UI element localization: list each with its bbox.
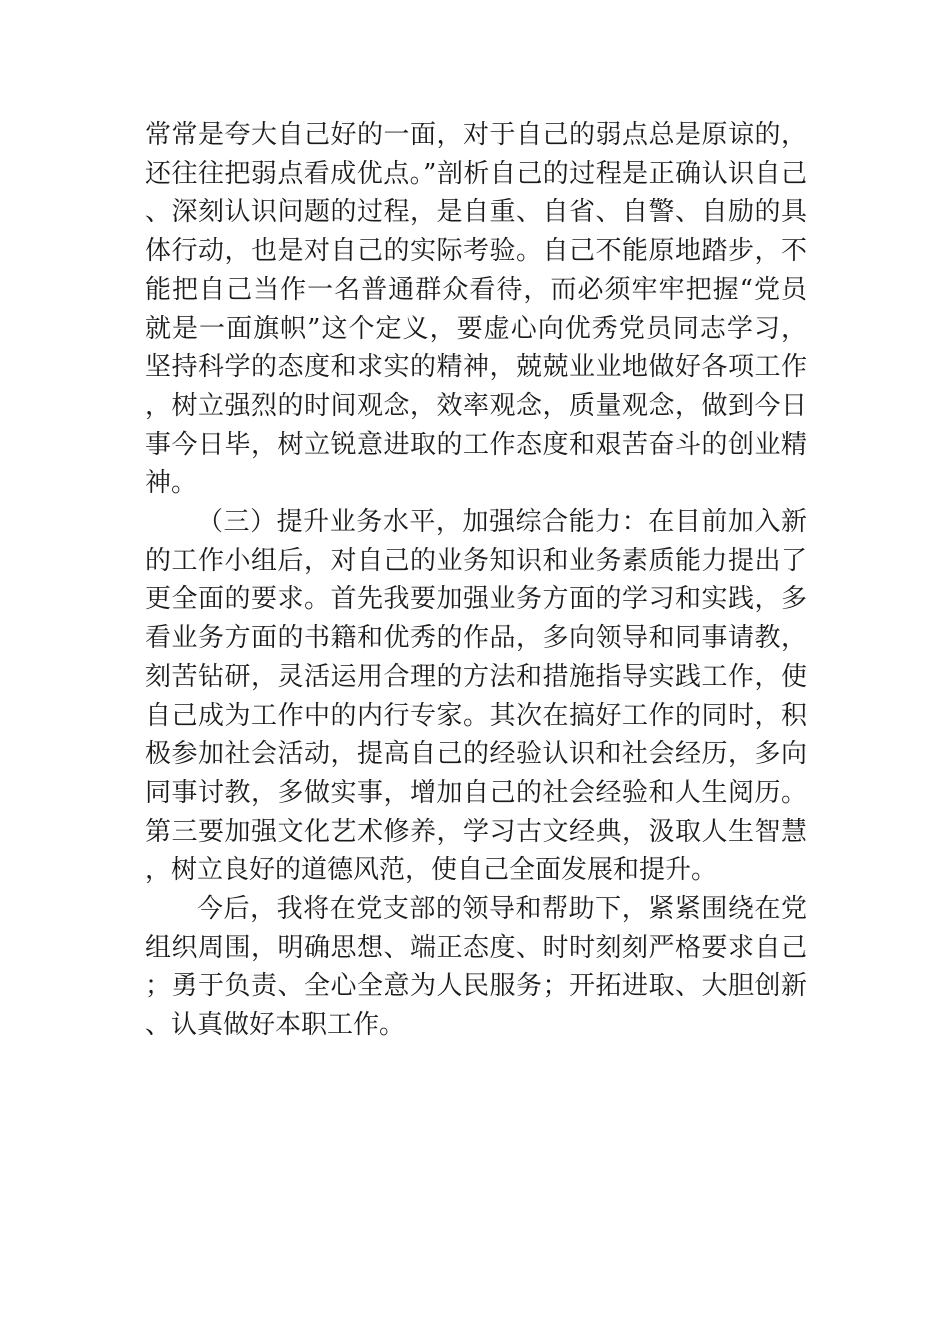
paragraph-improve-skills: （三）提升业务水平，加强综合能力：在目前加入新的工作小组后，对自己的业务知识和业务素质能力提出了更全面的要求。首先我要加强业务方面的学习和实践，多看业务方面的书籍和优秀的作品，多向领导和同事请教，刻苦钻研，灵活运用合理的方法和措施指导实践工作，使自己成为工作中的内行专家。其次在搞好工作的同时，积极参加社会活动，提高自己的经验认识和社会经历，多向同事讨教，多做实事，增加自己的社会经验和人生阅历。第三要加强文化艺术修养，学习古文经典，汲取人生智慧，树立良好的道德风范，使自己全面发展和提升。 bbox=[145, 507, 807, 886]
paragraph-continuation: 常常是夸大自己好的一面，对于自己的弱点总是原谅的，还往往把弱点看成优点。”剖析自己的过程是正确认识自己、深刻认识问题的过程，是自重、自省、自警、自励的具体行动，也是对自己的实际考验。自己不能原地踏步，不能把自己当作一名普通群众看待，而必须牢牢把握“党员就是一面旗帜”这个定义，要虚心向优秀党员同志学习，坚持科学的态度和求实的精神，兢兢业业地做好各项工作，树立强烈的时间观念，效率观念，质量观念，做到今日事今日毕，树立锐意进取的工作态度和艰苦奋斗的创业精神。 bbox=[145, 120, 807, 499]
document-body bbox=[145, 116, 807, 1045]
paragraph-conclusion: 今后，我将在党支部的领导和帮助下，紧紧围绕在党组织周围，明确思想、端正态度、时时刻刻严格要求自己；勇于负责、全心全意为人民服务；开拓进取、大胆创新、认真做好本职工作。 bbox=[145, 894, 807, 1041]
